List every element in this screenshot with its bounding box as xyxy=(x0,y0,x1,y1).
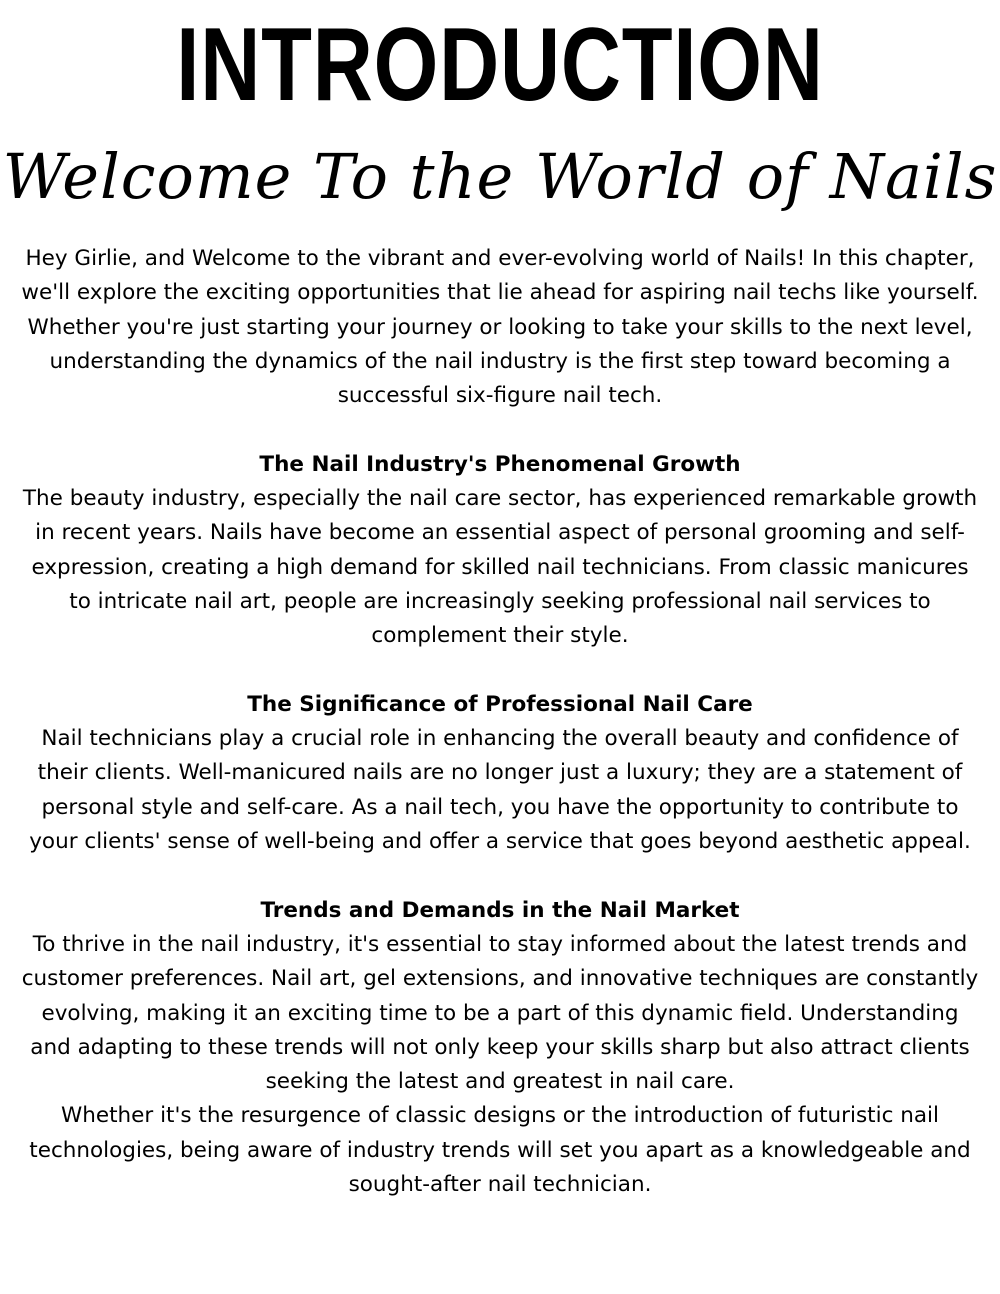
section-heading-trends: Trends and Demands in the Nail Market xyxy=(260,897,740,923)
page-title: INTRODUCTION xyxy=(176,7,824,123)
spacer xyxy=(18,654,982,688)
script-subtitle: Welcome To the World of Nails xyxy=(2,140,998,213)
section-heading-growth: The Nail Industry's Phenomenal Growth xyxy=(259,451,741,477)
document-body xyxy=(18,242,982,1202)
section-paragraph-trends-2: Whether it's the resurgence of classic designs or the introduction of futuristic nail technologies, being aware of industry trends will set you apart as a knowledgeable and sought-after nail technician. xyxy=(29,1103,971,1198)
spacer xyxy=(18,413,982,447)
section-heading-significance: The Significance of Professional Nail Care xyxy=(247,691,753,717)
section-paragraph-significance: Nail technicians play a crucial role in enhancing the overall beauty and confidence of their clients. Well-manicured nails are no longer just a luxury; they are a statement of personal style and self-care. As a nail tech, you have the opportunity to contribute to your clients' sense of well-being and offer a service that goes beyond aesthetic appeal. xyxy=(29,726,971,855)
intro-paragraph: Hey Girlie, and Welcome to the vibrant and ever-evolving world of Nails! In this chapter, we'll explore the exciting opportunities that lie ahead for aspiring nail techs like yourself. Whether you're just starting your journey or looking to take your skills to the next level, understanding the dynamics of the nail industry is the first step toward becoming a successful six-figure nail tech. xyxy=(21,246,979,409)
spacer xyxy=(18,859,982,893)
section-paragraph-trends-1: To thrive in the nail industry, it's essential to stay informed about the latest trends and customer preferences. Nail art, gel extensions, and innovative techniques are constantly evolving, making it an exciting time to be a part of this dynamic field. Understanding and adapting to these trends will not only keep your skills sharp but also attract clients seeking the latest and greatest in nail care. xyxy=(21,931,979,1095)
section-paragraph-growth: The beauty industry, especially the nail care sector, has experienced remarkable growth in recent years. Nails have become an essential aspect of personal grooming and self-expression, creating a high demand for skilled nail technicians. From classic manicures to intricate nail art, people are increasingly seeking professional nail services to complement their style. xyxy=(22,486,978,649)
